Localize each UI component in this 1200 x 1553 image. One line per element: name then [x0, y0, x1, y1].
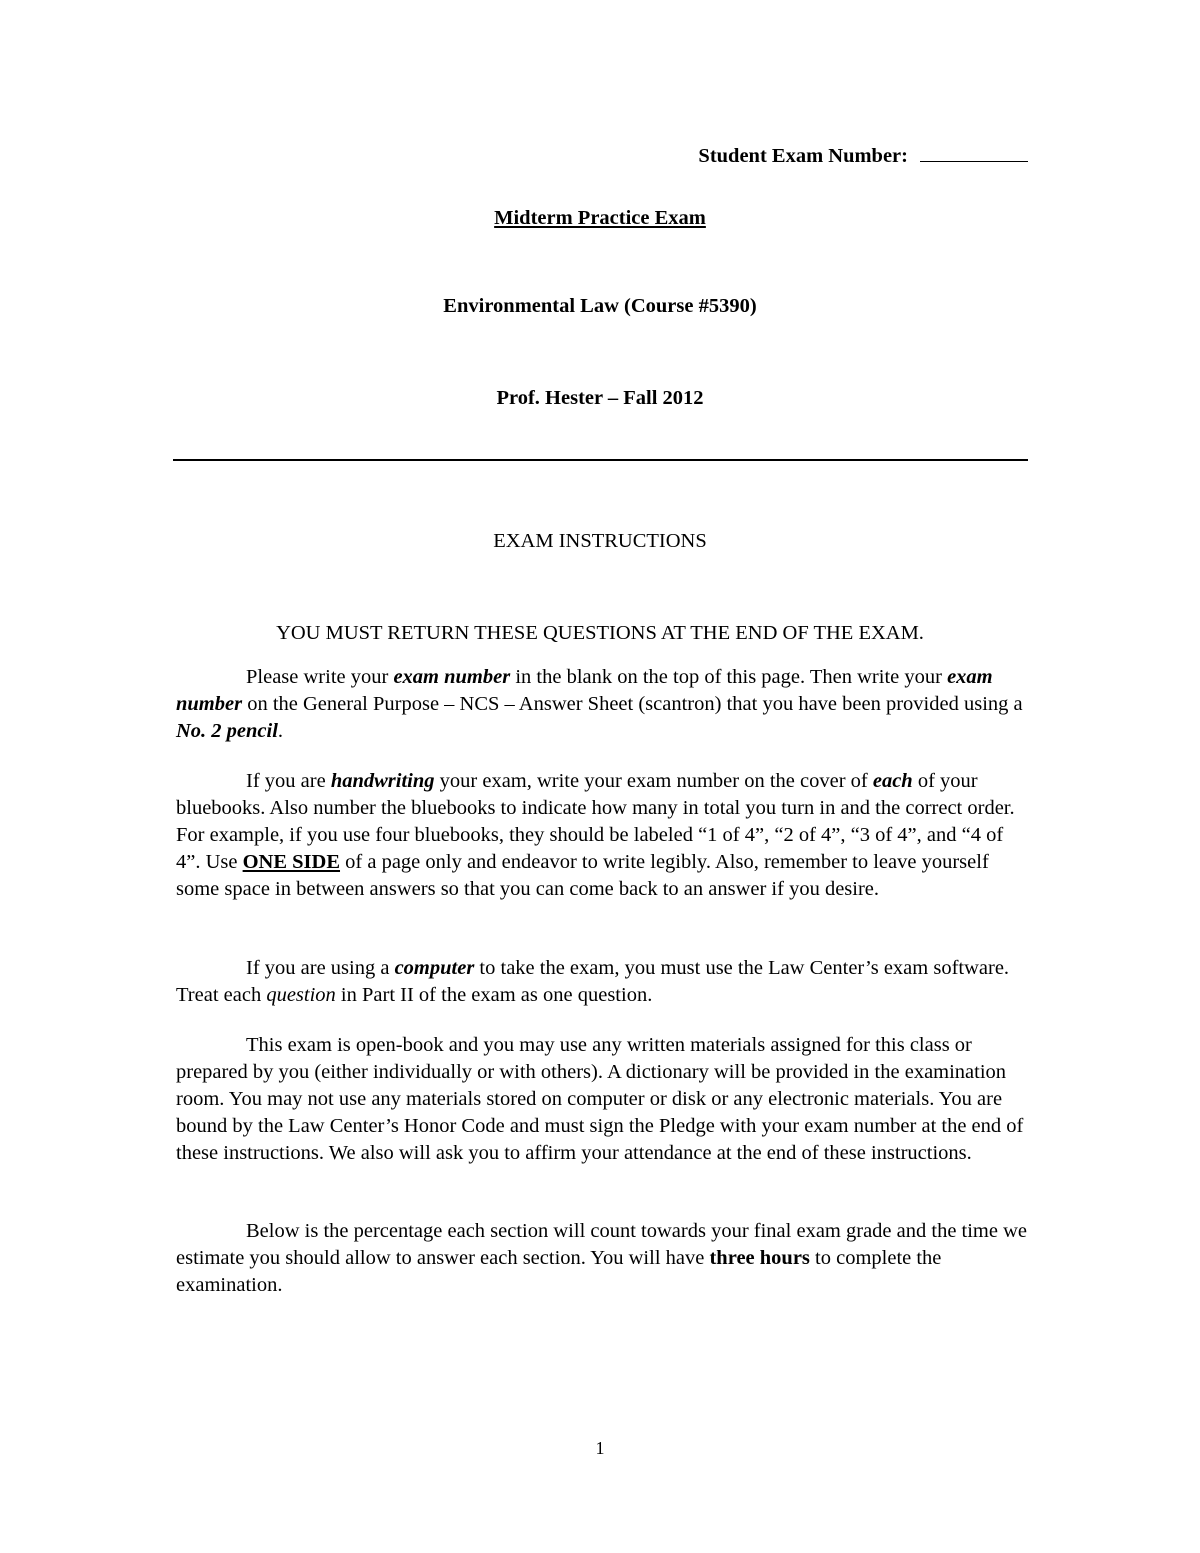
- paragraph-computer: [176, 955, 1031, 1009]
- text-run: in the blank on the top of this page. Then write your: [510, 666, 948, 688]
- text-run: If you are: [246, 770, 331, 792]
- emphasis-handwriting: handwriting: [330, 770, 435, 792]
- text-run: in Part II of the exam as one question.: [335, 984, 653, 1006]
- emphasis-computer: computer: [394, 957, 475, 979]
- text-run: of your bluebooks. Also number the bluebooks to indicate how many in total you turn in and the correct order. For example, if you use four bluebooks, they should be labeled “1 of 4”, “2 of 4”, “3 of 4”, and “4 of 4”. Use: [176, 770, 1015, 873]
- page-number: 1: [595, 1438, 605, 1458]
- emphasis-exam-number: exam number: [393, 666, 511, 688]
- emphasis-exam-number: exam number: [176, 666, 993, 715]
- text-run: If you are using a: [246, 957, 395, 979]
- text-run: your exam, write your exam number on the cover of: [434, 770, 873, 792]
- exam-title: Midterm Practice Exam: [494, 207, 706, 229]
- emphasis-one-side: ONE SIDE: [242, 851, 341, 873]
- course-name: Environmental Law (Course #5390): [443, 295, 757, 317]
- emphasis-pencil: No. 2 pencil: [176, 720, 278, 742]
- text-run: Please write your: [246, 666, 394, 688]
- text-run: Below is the percentage each section will count towards your final exam grade and the time we estimate you should allow to answer each section. You will have: [176, 1220, 1028, 1269]
- student-exam-number-blank: [920, 143, 1028, 162]
- emphasis-three-hours: three hours: [709, 1247, 810, 1269]
- paragraph-open-book: [176, 1032, 1031, 1167]
- emphasis-question: question: [266, 984, 336, 1006]
- return-notice: YOU MUST RETURN THESE QUESTIONS AT THE END OF THE EXAM.: [276, 622, 924, 644]
- text-run: to take the exam, you must use the Law Center’s exam software. Treat each: [176, 957, 1010, 1006]
- horizontal-rule: [173, 459, 1028, 461]
- instructions-heading: EXAM INSTRUCTIONS: [493, 530, 707, 552]
- paragraph-exam-number: [176, 664, 1031, 745]
- professor-term: Prof. Hester – Fall 2012: [496, 387, 704, 409]
- paragraph-percentages: [176, 1218, 1031, 1299]
- paragraph-handwriting: [176, 768, 1031, 903]
- text-run: on the General Purpose – NCS – Answer Sheet (scantron) that you have been provided using a: [242, 693, 1023, 715]
- text-run: This exam is open-book and you may use any written materials assigned for this class or prepared by you (either individually or with others). A dictionary will be provided in the examination room. You may not use any materials stored on computer or disk or any electronic materials. You are bound by the Law Center’s Honor Code and must sign the Pledge with your exam number at the end of these instructions. We also will ask you to affirm your attendance at the end of these instructions.: [176, 1034, 1024, 1164]
- text-run: of a page only and endeavor to write legibly. Also, remember to leave yourself some space in between answers so that you can come back to an answer if you desire.: [176, 851, 989, 900]
- text-run: .: [277, 720, 284, 742]
- student-exam-number-line: [600, 143, 1028, 168]
- text-run: to complete the examination.: [176, 1247, 942, 1296]
- emphasis-each: each: [872, 770, 913, 792]
- student-exam-number-label: Student Exam Number:: [698, 145, 908, 167]
